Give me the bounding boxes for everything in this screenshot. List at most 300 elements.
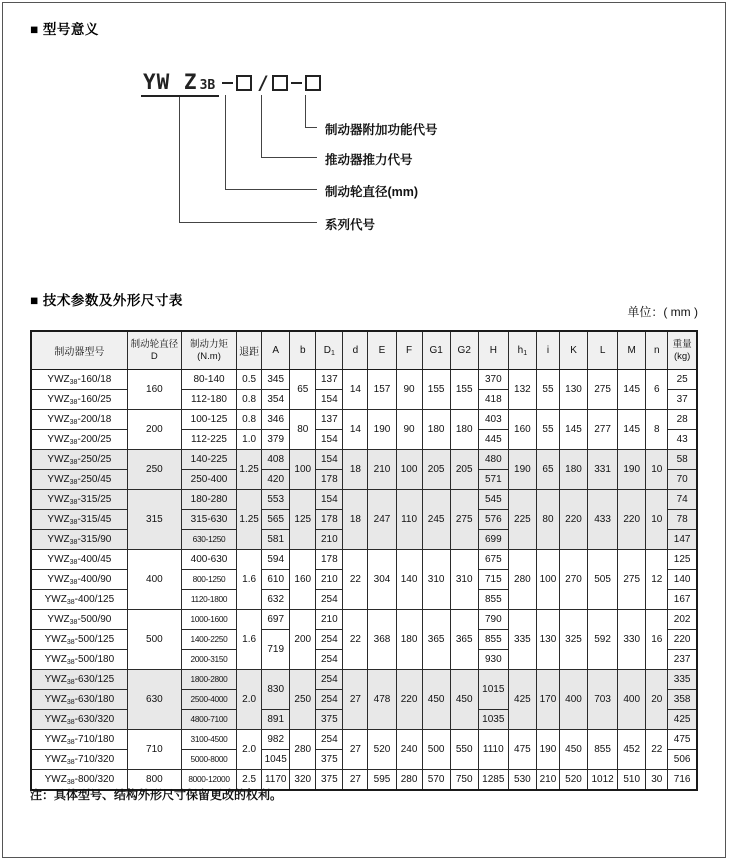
table-cell: 335 (668, 670, 697, 690)
column-header: H (478, 331, 508, 370)
table-cell: 452 (618, 730, 646, 770)
table-cell: 137 (316, 370, 343, 390)
table-cell: 27 (343, 670, 368, 730)
column-header: 重量 (kg) (668, 331, 697, 370)
table-cell: 3100-4500 (181, 730, 236, 750)
table-cell: 210 (316, 530, 343, 550)
table-cell: 480 (478, 450, 508, 470)
table-cell: 1285 (478, 770, 508, 791)
table-cell: 2.5 (237, 770, 262, 791)
table-cell: 1.6 (237, 550, 262, 610)
column-header: b (290, 331, 316, 370)
table-cell: 478 (368, 670, 396, 730)
table-header-row (31, 331, 697, 370)
table-cell: 30 (646, 770, 668, 791)
table-cell: 325 (559, 610, 587, 670)
table-cell: 331 (588, 450, 618, 490)
table-row (31, 370, 697, 390)
table-cell: 160 (290, 550, 316, 610)
table-cell: $YWZ_{38}-710/320$ (31, 750, 127, 770)
section-title-model-meaning: ■ 型号意义 (30, 22, 99, 37)
table-cell: 200 (127, 410, 181, 450)
table-cell: 710 (127, 730, 181, 770)
table-cell: 1120-1800 (181, 590, 236, 610)
table-cell: $YWZ_{38}-630/320$ (31, 710, 127, 730)
table-cell: 1800-2800 (181, 670, 236, 690)
table-cell: 190 (536, 730, 559, 770)
table-cell: 545 (478, 490, 508, 510)
table-cell: 28 (668, 410, 697, 430)
diagram-label-thrust-code: 推动器推力代号 (325, 153, 413, 167)
table-cell: 160 (127, 370, 181, 410)
table-cell: 178 (316, 470, 343, 490)
table-cell: 43 (668, 430, 697, 450)
table-cell: 358 (668, 690, 697, 710)
table-cell: 80-140 (181, 370, 236, 390)
column-header: i (536, 331, 559, 370)
table-cell: 254 (316, 650, 343, 670)
table-cell: 520 (368, 730, 396, 770)
table-cell: 571 (478, 470, 508, 490)
table-cell: 112-180 (181, 390, 236, 410)
table-cell: 982 (262, 730, 290, 750)
table-cell: $YWZ_{38}-500/90$ (31, 610, 127, 630)
table-cell: 90 (396, 410, 422, 450)
table-row (31, 610, 697, 630)
table-cell: 335 (508, 610, 536, 670)
table-cell: $YWZ_{38}-400/45$ (31, 550, 127, 570)
table-cell: 154 (316, 390, 343, 410)
table-cell: 180-280 (181, 490, 236, 510)
table-cell: 365 (422, 610, 450, 670)
table-cell: 1035 (478, 710, 508, 730)
table-cell: 145 (618, 410, 646, 450)
table-cell: 80 (536, 490, 559, 550)
table-cell: 200 (290, 610, 316, 670)
table-cell: 237 (668, 650, 697, 670)
model-code (141, 68, 321, 98)
table-cell: 576 (478, 510, 508, 530)
table-cell: 4800-7100 (181, 710, 236, 730)
table-cell: $YWZ_{38}-200/25$ (31, 430, 127, 450)
table-cell: $YWZ_{38}-250/25$ (31, 450, 127, 470)
section-title-spec-table: ■ 技术参数及外形尺寸表 (30, 293, 183, 308)
column-header: F (396, 331, 422, 370)
table-cell: 22 (646, 730, 668, 770)
dash-separator (291, 82, 302, 84)
table-cell: 58 (668, 450, 697, 470)
table-cell: 112-225 (181, 430, 236, 450)
table-cell: 154 (316, 490, 343, 510)
column-header: $D_1$ (316, 331, 343, 370)
table-cell: 20 (646, 670, 668, 730)
table-cell: 1.6 (237, 610, 262, 670)
table-cell: 365 (450, 610, 478, 670)
table-row (31, 670, 697, 690)
table-cell: 167 (668, 590, 697, 610)
table-cell: 137 (316, 410, 343, 430)
table-cell: 0.8 (237, 390, 262, 410)
table-cell: 27 (343, 730, 368, 770)
table-row (31, 730, 697, 750)
table-cell: 254 (316, 630, 343, 650)
table-cell: 6 (646, 370, 668, 410)
table-cell: $YWZ_{38}-710/180$ (31, 730, 127, 750)
table-cell: 450 (422, 670, 450, 730)
table-row (31, 490, 697, 510)
table-cell: 140 (396, 550, 422, 610)
table-cell: $YWZ_{38}-500/180$ (31, 650, 127, 670)
table-cell: 10 (646, 450, 668, 490)
diagram-label-series-code: 系列代号 (325, 218, 376, 232)
table-cell: 280 (290, 730, 316, 770)
table-cell: $YWZ_{38}-630/125$ (31, 670, 127, 690)
table-cell: $YWZ_{38}-315/25$ (31, 490, 127, 510)
table-cell: 14 (343, 370, 368, 410)
table-cell: 375 (316, 710, 343, 730)
table-cell: 500 (127, 610, 181, 670)
table-cell: 254 (316, 730, 343, 750)
model-code-text (141, 70, 219, 97)
table-cell: 800 (127, 770, 181, 791)
table-cell: 595 (368, 770, 396, 791)
spec-table (30, 330, 698, 791)
table-cell: $YWZ_{38}-315/90$ (31, 530, 127, 550)
table-cell: $YWZ_{38}-160/18$ (31, 370, 127, 390)
table-cell: 90 (396, 370, 422, 410)
table-cell: 130 (559, 370, 587, 410)
table-cell: 1110 (478, 730, 508, 770)
table-cell: 145 (618, 370, 646, 410)
table-cell: 505 (588, 550, 618, 610)
table-cell: $YWZ_{38}-315/45$ (31, 510, 127, 530)
table-cell: 78 (668, 510, 697, 530)
table-cell: 65 (536, 450, 559, 490)
table-cell: 225 (508, 490, 536, 550)
table-cell: 2500-4000 (181, 690, 236, 710)
table-cell: $YWZ_{38}-200/18$ (31, 410, 127, 430)
table-cell: 408 (262, 450, 290, 470)
table-cell: 315-630 (181, 510, 236, 530)
table-cell: 418 (478, 390, 508, 410)
table-cell: 379 (262, 430, 290, 450)
table-cell: 190 (618, 450, 646, 490)
table-cell: 450 (559, 730, 587, 770)
table-cell: 18 (343, 450, 368, 490)
column-header: 制动器型号 (31, 331, 127, 370)
table-cell: $YWZ_{38}-500/125$ (31, 630, 127, 650)
table-cell: 420 (262, 470, 290, 490)
table-cell: 210 (536, 770, 559, 791)
unit-label: 单位：( mm ) (627, 305, 698, 319)
series-code-main: YW Z (143, 69, 198, 94)
table-row (31, 450, 697, 470)
table-cell: $YWZ_{38}-160/25$ (31, 390, 127, 410)
table-cell: 433 (588, 490, 618, 550)
table-cell: 275 (450, 490, 478, 550)
table-cell: 719 (262, 630, 290, 670)
table-cell: 1.0 (237, 430, 262, 450)
table-cell: 5000-8000 (181, 750, 236, 770)
table-cell: 855 (588, 730, 618, 770)
table-cell: 2.0 (237, 670, 262, 730)
slash-separator: / (257, 72, 269, 94)
table-cell: 400 (127, 550, 181, 610)
table-cell: 630 (127, 670, 181, 730)
column-header: 退距 (237, 331, 262, 370)
table-cell: 280 (508, 550, 536, 610)
table-cell: 304 (368, 550, 396, 610)
table-cell: 1400-2250 (181, 630, 236, 650)
table-cell: 310 (422, 550, 450, 610)
placeholder-box-function (305, 75, 321, 91)
table-cell: $YWZ_{38}-400/90$ (31, 570, 127, 590)
table-cell: 510 (618, 770, 646, 791)
table-cell: 140 (668, 570, 697, 590)
table-cell: 855 (478, 590, 508, 610)
table-cell: 280 (396, 770, 422, 791)
table-cell: 180 (450, 410, 478, 450)
table-cell: 375 (316, 750, 343, 770)
table-cell: 220 (559, 490, 587, 550)
table-cell: 275 (618, 550, 646, 610)
table-cell: 210 (316, 570, 343, 590)
table-cell: 254 (316, 690, 343, 710)
connector-function-code (305, 95, 317, 128)
table-cell: 178 (316, 550, 343, 570)
table-cell: 100 (290, 450, 316, 490)
table-cell: 500 (422, 730, 450, 770)
table-cell: 1045 (262, 750, 290, 770)
footnote: 注：具体型号、结构外形尺寸保留更改的权利。 (30, 788, 283, 802)
column-header: A (262, 331, 290, 370)
table-cell: 400-630 (181, 550, 236, 570)
table-row (31, 550, 697, 570)
table-cell: 400 (559, 670, 587, 730)
table-cell: 22 (343, 610, 368, 670)
table-cell: 240 (396, 730, 422, 770)
table-cell: 140-225 (181, 450, 236, 470)
table-cell: 205 (422, 450, 450, 490)
table-cell: 27 (343, 770, 368, 791)
table-cell: 320 (290, 770, 316, 791)
diagram-label-function-code: 制动器附加功能代号 (325, 123, 438, 137)
table-cell: 310 (450, 550, 478, 610)
table-cell: 930 (478, 650, 508, 670)
table-cell: $YWZ_{38}-250/45$ (31, 470, 127, 490)
table-cell: 368 (368, 610, 396, 670)
table-cell: 170 (536, 670, 559, 730)
table-cell: 345 (262, 370, 290, 390)
table-cell: 594 (262, 550, 290, 570)
table-cell: 178 (316, 510, 343, 530)
table-cell: 205 (450, 450, 478, 490)
column-header: K (559, 331, 587, 370)
table-cell: 475 (668, 730, 697, 750)
table-cell: 1170 (262, 770, 290, 791)
table-cell: 25 (668, 370, 697, 390)
table-cell: 250-400 (181, 470, 236, 490)
table-cell: 375 (316, 770, 343, 791)
table-cell: 354 (262, 390, 290, 410)
table-cell: 0.5 (237, 370, 262, 390)
table-cell: 18 (343, 490, 368, 550)
table-cell: 247 (368, 490, 396, 550)
table-cell: 800-1250 (181, 570, 236, 590)
table-cell: 0.8 (237, 410, 262, 430)
table-cell: 830 (262, 670, 290, 710)
table-cell: 475 (508, 730, 536, 770)
table-cell: 130 (536, 610, 559, 670)
table-cell: 346 (262, 410, 290, 430)
table-cell: 2.0 (237, 730, 262, 770)
table-cell: 210 (316, 610, 343, 630)
table-cell: 147 (668, 530, 697, 550)
table-cell: 210 (368, 450, 396, 490)
table-cell: 445 (478, 430, 508, 450)
table-cell: 632 (262, 590, 290, 610)
table-cell: 891 (262, 710, 290, 730)
column-header: 制动力矩 (N.m) (181, 331, 236, 370)
table-cell: 125 (668, 550, 697, 570)
series-code-suffix: 3B (199, 77, 216, 93)
table-cell: 157 (368, 370, 396, 410)
table-cell: 180 (422, 410, 450, 450)
table-cell: 145 (559, 410, 587, 450)
table-cell: 1012 (588, 770, 618, 791)
table-cell: 245 (422, 490, 450, 550)
table-cell: 716 (668, 770, 697, 791)
table-cell: 55 (536, 410, 559, 450)
table-cell: 675 (478, 550, 508, 570)
table-cell: 506 (668, 750, 697, 770)
table-cell: 520 (559, 770, 587, 791)
table-cell: 154 (316, 450, 343, 470)
table-cell: 790 (478, 610, 508, 630)
model-code-diagram (0, 0, 729, 280)
table-cell: 250 (290, 670, 316, 730)
table-cell: 2000-3150 (181, 650, 236, 670)
table-cell: 254 (316, 590, 343, 610)
table-cell: 155 (422, 370, 450, 410)
table-cell: $YWZ_{38}-630/180$ (31, 690, 127, 710)
table-cell: 630-1250 (181, 530, 236, 550)
table-cell: 1.25 (237, 490, 262, 550)
table-cell: 220 (668, 630, 697, 650)
table-cell: 22 (343, 550, 368, 610)
dash-separator (222, 82, 233, 84)
table-cell: 155 (450, 370, 478, 410)
column-header: L (588, 331, 618, 370)
table-row (31, 410, 697, 430)
table-cell: 100-125 (181, 410, 236, 430)
table-cell: 80 (290, 410, 316, 450)
table-cell: 250 (127, 450, 181, 490)
table-cell: 570 (422, 770, 450, 791)
table-cell: 270 (559, 550, 587, 610)
column-header: 制动轮直径 D (127, 331, 181, 370)
table-cell: 565 (262, 510, 290, 530)
table-cell: 125 (290, 490, 316, 550)
diagram-label-wheel-diameter: 制动轮直径(mm) (325, 185, 419, 199)
table-cell: 132 (508, 370, 536, 410)
table-cell: 1.25 (237, 450, 262, 490)
table-cell: 553 (262, 490, 290, 510)
table-cell: 277 (588, 410, 618, 450)
column-header: E (368, 331, 396, 370)
table-body (31, 370, 697, 791)
table-cell: 65 (290, 370, 316, 410)
table-cell: 697 (262, 610, 290, 630)
table-cell: 100 (396, 450, 422, 490)
table-cell: 370 (478, 370, 508, 390)
table-cell: 592 (588, 610, 618, 670)
table-cell: 10 (646, 490, 668, 550)
table-cell: 110 (396, 490, 422, 550)
table-cell: 55 (536, 370, 559, 410)
table-cell: 74 (668, 490, 697, 510)
table-cell: 699 (478, 530, 508, 550)
table-cell: 37 (668, 390, 697, 410)
table-cell: 750 (450, 770, 478, 791)
table-cell: 425 (508, 670, 536, 730)
table-cell: $YWZ_{38}-800/320$ (31, 770, 127, 791)
table-cell: 581 (262, 530, 290, 550)
column-header: G2 (450, 331, 478, 370)
table-cell: 330 (618, 610, 646, 670)
table-cell: 315 (127, 490, 181, 550)
table-cell: 8000-12000 (181, 770, 236, 791)
table-cell: 610 (262, 570, 290, 590)
column-header: d (343, 331, 368, 370)
table-cell: 530 (508, 770, 536, 791)
table-cell: 8 (646, 410, 668, 450)
table-cell: 190 (368, 410, 396, 450)
table-cell: 12 (646, 550, 668, 610)
table-cell: 100 (536, 550, 559, 610)
table-cell: 855 (478, 630, 508, 650)
placeholder-box-thrust (272, 75, 288, 91)
table-cell: 1000-1600 (181, 610, 236, 630)
placeholder-box-diameter (236, 75, 252, 91)
table-cell: 425 (668, 710, 697, 730)
table-cell: 180 (559, 450, 587, 490)
column-header: G1 (422, 331, 450, 370)
table-cell: 70 (668, 470, 697, 490)
table-cell: 715 (478, 570, 508, 590)
table-cell: 154 (316, 430, 343, 450)
table-cell: 220 (396, 670, 422, 730)
table-cell: 160 (508, 410, 536, 450)
table-cell: 275 (588, 370, 618, 410)
table-cell: 450 (450, 670, 478, 730)
table-cell: $YWZ_{38}-400/125$ (31, 590, 127, 610)
table-cell: 550 (450, 730, 478, 770)
table-cell: 403 (478, 410, 508, 430)
table-cell: 220 (618, 490, 646, 550)
table-cell: 16 (646, 610, 668, 670)
table-cell: 14 (343, 410, 368, 450)
column-header: $h_1$ (508, 331, 536, 370)
table-cell: 180 (396, 610, 422, 670)
table-cell: 703 (588, 670, 618, 730)
table-cell: 400 (618, 670, 646, 730)
table-cell: 202 (668, 610, 697, 630)
table-cell: 190 (508, 450, 536, 490)
column-header: n (646, 331, 668, 370)
column-header: M (618, 331, 646, 370)
table-cell: 1015 (478, 670, 508, 710)
